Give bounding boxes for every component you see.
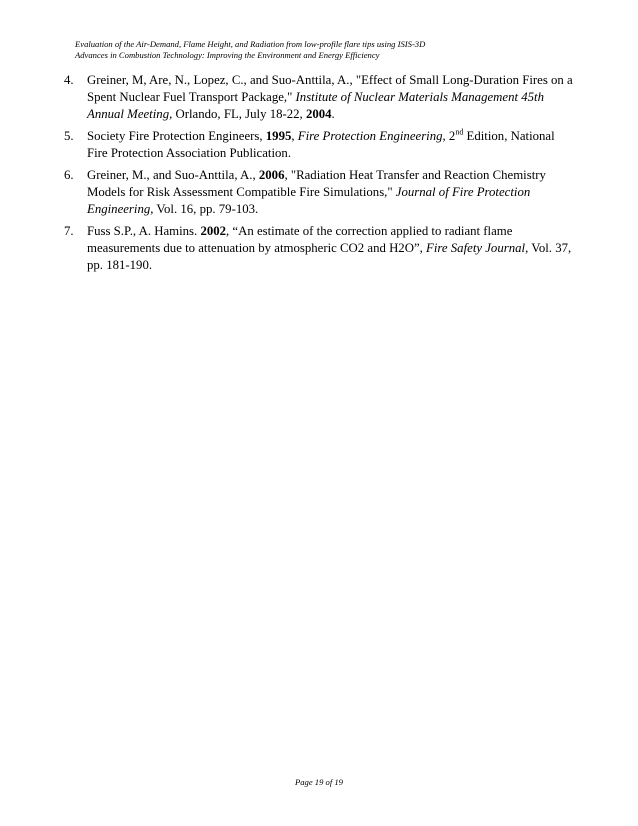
reference-authors: Fuss S.P., A. Hamins. bbox=[87, 224, 201, 238]
reference-item-6 bbox=[64, 167, 574, 218]
header-line-title: Evaluation of the Air-Demand, Flame Height, and Radiation from low-profile flare tips using ISIS-3D bbox=[75, 39, 426, 49]
reference-tail: . bbox=[331, 107, 335, 121]
reference-edition-number: , 2 bbox=[442, 129, 456, 143]
reference-year: 2002 bbox=[200, 224, 227, 238]
reference-details: , Vol. 37, pp. 181-190. bbox=[87, 241, 572, 272]
reference-number: 5. bbox=[64, 129, 74, 143]
reference-title: , "Radiation Heat Transfer and Reaction Chemistry Models for Risk Assessment Compatible Fire Simulations," bbox=[87, 168, 546, 199]
reference-authors: Greiner, M., and Suo-Anttila, A., bbox=[87, 168, 259, 182]
reference-year: 2006 bbox=[258, 168, 285, 182]
reference-venue: Fire Safety Journal bbox=[426, 241, 526, 255]
reference-separator: , bbox=[291, 129, 298, 143]
reference-item-7 bbox=[64, 223, 574, 274]
reference-title: , “An estimate of the correction applied to radiant flame measurements due to attenuation by atmospheric CO2 and H2O”, bbox=[87, 224, 513, 255]
reference-number: 4. bbox=[64, 73, 74, 87]
reference-authors: Greiner, M, Are, N., Lopez, C., and Suo-Anttila, A., bbox=[87, 73, 356, 87]
reference-details: Orlando, FL, July 18-22, bbox=[172, 107, 306, 121]
reference-year: 2004 bbox=[305, 107, 332, 121]
reference-list bbox=[64, 72, 574, 279]
running-header bbox=[75, 39, 425, 61]
reference-details: Edition, National Fire Protection Association Publication. bbox=[87, 129, 555, 160]
reference-venue: Fire Protection Engineering bbox=[297, 129, 443, 143]
reference-venue: Institute of Nuclear Materials Management 45th Annual Meeting, bbox=[87, 90, 544, 121]
reference-year: 1995 bbox=[265, 129, 292, 143]
reference-item-5 bbox=[64, 128, 574, 162]
reference-number: 7. bbox=[64, 224, 74, 238]
reference-edition-superscript: nd bbox=[455, 127, 464, 137]
header-line-conference: Advances in Combustion Technology: Improving the Environment and Energy Efficiency bbox=[75, 50, 380, 60]
reference-authors: Society Fire Protection Engineers, bbox=[87, 129, 266, 143]
reference-details: , Vol. 16, pp. 79-103. bbox=[150, 202, 259, 216]
page-number: Page 19 of 19 bbox=[295, 777, 343, 787]
reference-number: 6. bbox=[64, 168, 74, 182]
reference-title: "Effect of Small Long-Duration Fires on a Spent Nuclear Fuel Transport Package," bbox=[87, 73, 573, 104]
reference-venue: Journal of Fire Protection Engineering bbox=[87, 185, 531, 216]
reference-item-4 bbox=[64, 72, 574, 123]
